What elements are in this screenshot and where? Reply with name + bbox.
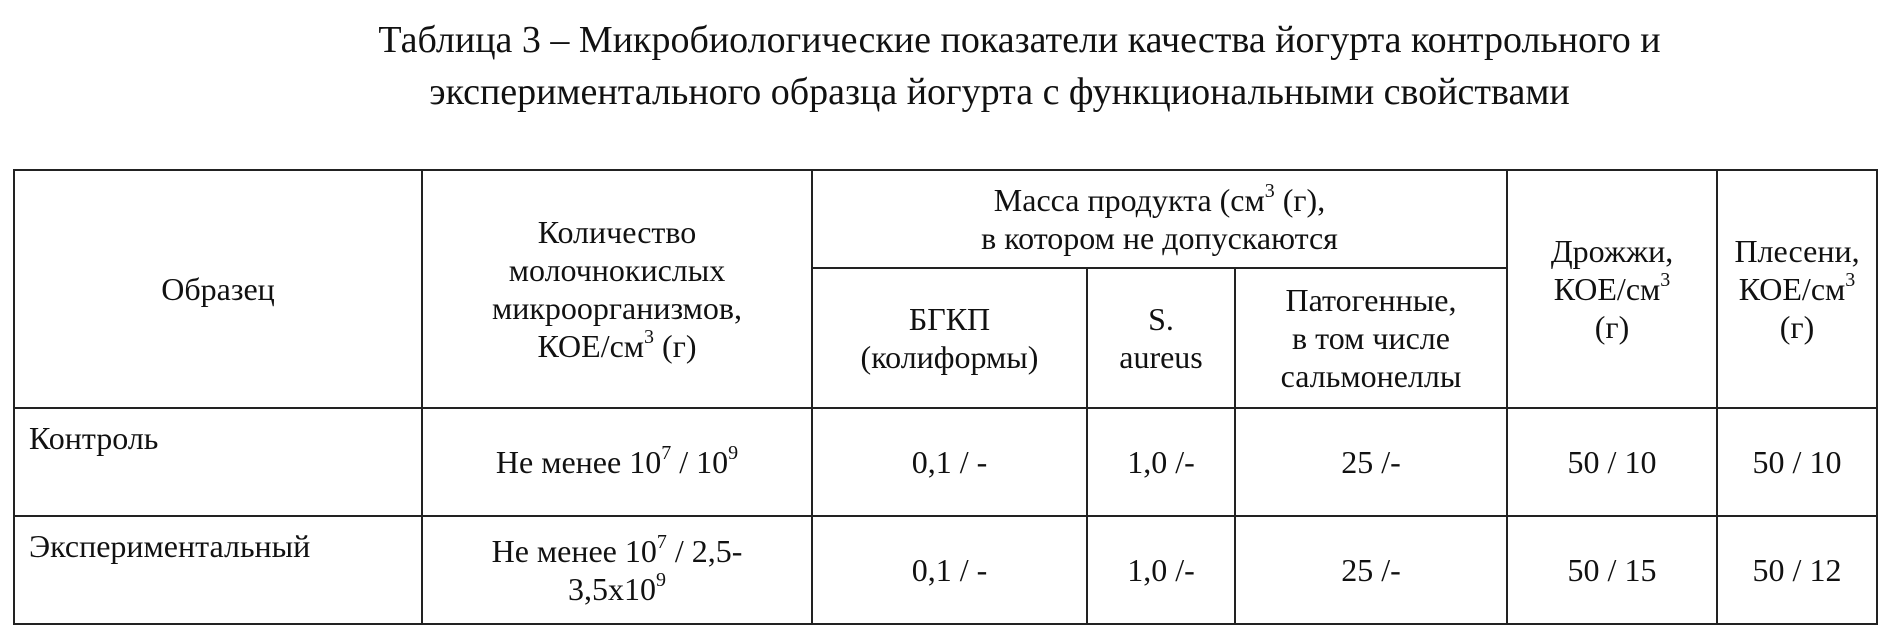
header-mass-line-1 <box>817 181 1502 219</box>
cell-sample: Экспериментальный <box>14 516 422 624</box>
header-sample-label: Образец <box>161 271 275 307</box>
header-mass-text: Масса продукта (см <box>993 182 1265 218</box>
header-lactic-line-1: Количество <box>537 214 697 250</box>
cell-lactic-sup-2: 9 <box>656 569 666 591</box>
header-saureus-line-2: aureus <box>1119 339 1203 375</box>
header-yeast-line-3: (г) <box>1594 309 1630 345</box>
header-bgkp <box>812 268 1087 408</box>
cell-yeast: 50 / 10 <box>1507 408 1717 516</box>
header-yeast-line-1: Дрожжи, <box>1550 233 1674 269</box>
header-lactic-line-2: молочнокислых <box>508 252 726 288</box>
header-row-1 <box>14 170 1877 268</box>
cell-bgkp: 0,1 / - <box>812 516 1087 624</box>
caption-line-2: экспериментального образца йогурта с функциональными свойствами <box>429 71 1570 113</box>
cell-mold: 50 / 10 <box>1717 408 1877 516</box>
cell-mold: 50 / 12 <box>1717 516 1877 624</box>
table-row <box>14 408 1877 516</box>
cell-lactic-line-2 <box>427 570 807 608</box>
caption-line-1: Таблица 3 – Микробиологические показатели качества йогурта контрольного и <box>378 19 1661 61</box>
cell-lactic-sup-2: 9 <box>728 442 739 464</box>
header-bgkp-line-1: БГКП <box>908 301 991 337</box>
header-bgkp-line-2: (колиформы) <box>860 339 1039 375</box>
cell-lactic-sup-1: 7 <box>661 442 672 464</box>
header-pathogens-line-2: в том числе <box>1292 320 1450 356</box>
header-mold-unit-sup: 3 <box>1845 269 1856 291</box>
cell-saureus: 1,0 /- <box>1087 408 1235 516</box>
table-row <box>14 516 1877 624</box>
header-saureus-line-1: S. <box>1148 301 1174 337</box>
cell-pathogens: 25 /- <box>1235 408 1507 516</box>
header-mass-line-2: в котором не допускаются <box>981 220 1338 256</box>
cell-lactic-sup-1: 7 <box>656 531 667 553</box>
header-yeast <box>1507 170 1717 408</box>
header-lactic-unit-sup: 3 <box>644 326 655 348</box>
cell-lactic-text-3: 3,5x10 <box>568 571 656 607</box>
cell-lactic-text-2: / 10 <box>671 444 729 480</box>
header-mold-line-1: Плесени, <box>1734 233 1860 269</box>
header-mass-tail: (г), <box>1274 182 1326 218</box>
cell-lactic-line-1 <box>427 532 807 570</box>
cell-lactic <box>422 516 812 624</box>
cell-pathogens: 25 /- <box>1235 516 1507 624</box>
header-mold-line-2 <box>1720 270 1874 308</box>
cell-bgkp: 0,1 / - <box>812 408 1087 516</box>
cell-saureus: 1,0 /- <box>1087 516 1235 624</box>
header-lactic-line-4 <box>427 327 807 365</box>
header-mold <box>1717 170 1877 408</box>
cell-yeast: 50 / 15 <box>1507 516 1717 624</box>
cell-lactic-text-2: / 2,5- <box>666 533 743 569</box>
header-mass-sup: 3 <box>1264 180 1275 202</box>
header-lactic-unit-tail: (г) <box>654 328 697 364</box>
header-lactic <box>422 170 812 408</box>
cell-sample: Контроль <box>14 408 422 516</box>
header-pathogens-line-1: Патогенные, <box>1285 282 1457 318</box>
cell-lactic-text: Не менее 10 <box>491 533 657 569</box>
header-yeast-line-2 <box>1510 270 1714 308</box>
header-lactic-line-3: микроорганизмов, <box>491 290 743 326</box>
header-pathogens-line-3: сальмонеллы <box>1280 358 1462 394</box>
header-pathogens <box>1235 268 1507 408</box>
cell-lactic <box>422 408 812 516</box>
header-mold-line-3: (г) <box>1779 309 1815 345</box>
header-yeast-unit-sup: 3 <box>1660 269 1671 291</box>
cell-lactic-text: Не менее 10 <box>495 444 662 480</box>
header-mold-unit: КОЕ/см <box>1738 271 1846 307</box>
header-mass <box>812 170 1507 268</box>
microbiology-table <box>13 169 1878 625</box>
header-yeast-unit: КОЕ/см <box>1553 271 1661 307</box>
header-lactic-unit: КОЕ/см <box>537 328 645 364</box>
header-sample <box>14 170 422 408</box>
table-caption <box>0 14 1889 118</box>
header-saureus <box>1087 268 1235 408</box>
